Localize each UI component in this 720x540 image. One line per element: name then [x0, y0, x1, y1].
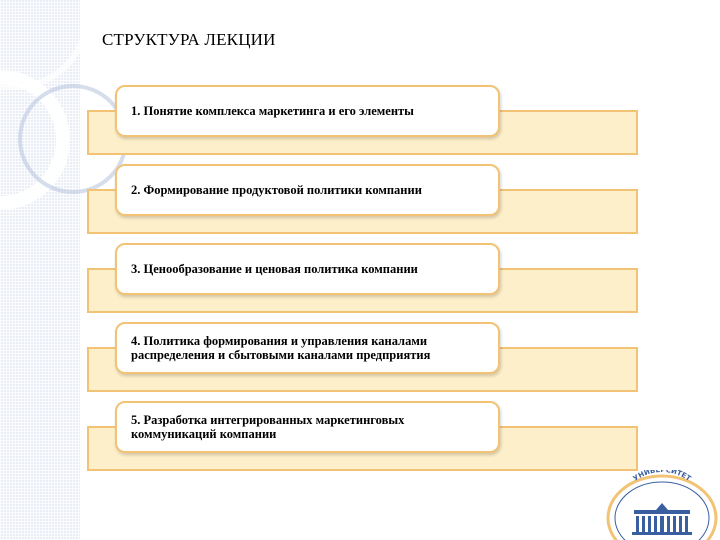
- university-logo-icon: [604, 470, 720, 540]
- item-box: [115, 243, 500, 295]
- item-box: [115, 85, 500, 137]
- list-item: [87, 333, 638, 392]
- university-logo: [604, 470, 720, 540]
- item-label: 5. Разработка интегрированных маркетинговых коммуникаций компании: [131, 412, 405, 441]
- item-label: 3. Ценообразование и ценовая политика компании: [131, 261, 418, 276]
- list-item: [87, 261, 638, 313]
- item-label: 2. Формирование продуктовой политики компании: [131, 182, 422, 197]
- decorative-side-strip: [0, 0, 80, 540]
- item-box: [115, 164, 500, 216]
- item-label: 1. Понятие комплекса маркетинга и его элементы: [131, 103, 414, 118]
- item-box: [115, 322, 500, 374]
- list-item: [87, 103, 638, 155]
- logo-text: УНИВЕРСИТЕТ: [631, 470, 693, 483]
- list-item: [87, 412, 638, 471]
- slide-title: СТРУКТУРА ЛЕКЦИИ: [102, 30, 276, 49]
- item-box: [115, 401, 500, 453]
- item-label: 4. Политика формирования и управления каналами распределения и сбытовыми каналами предприятия: [131, 333, 431, 362]
- list-item: [87, 182, 638, 234]
